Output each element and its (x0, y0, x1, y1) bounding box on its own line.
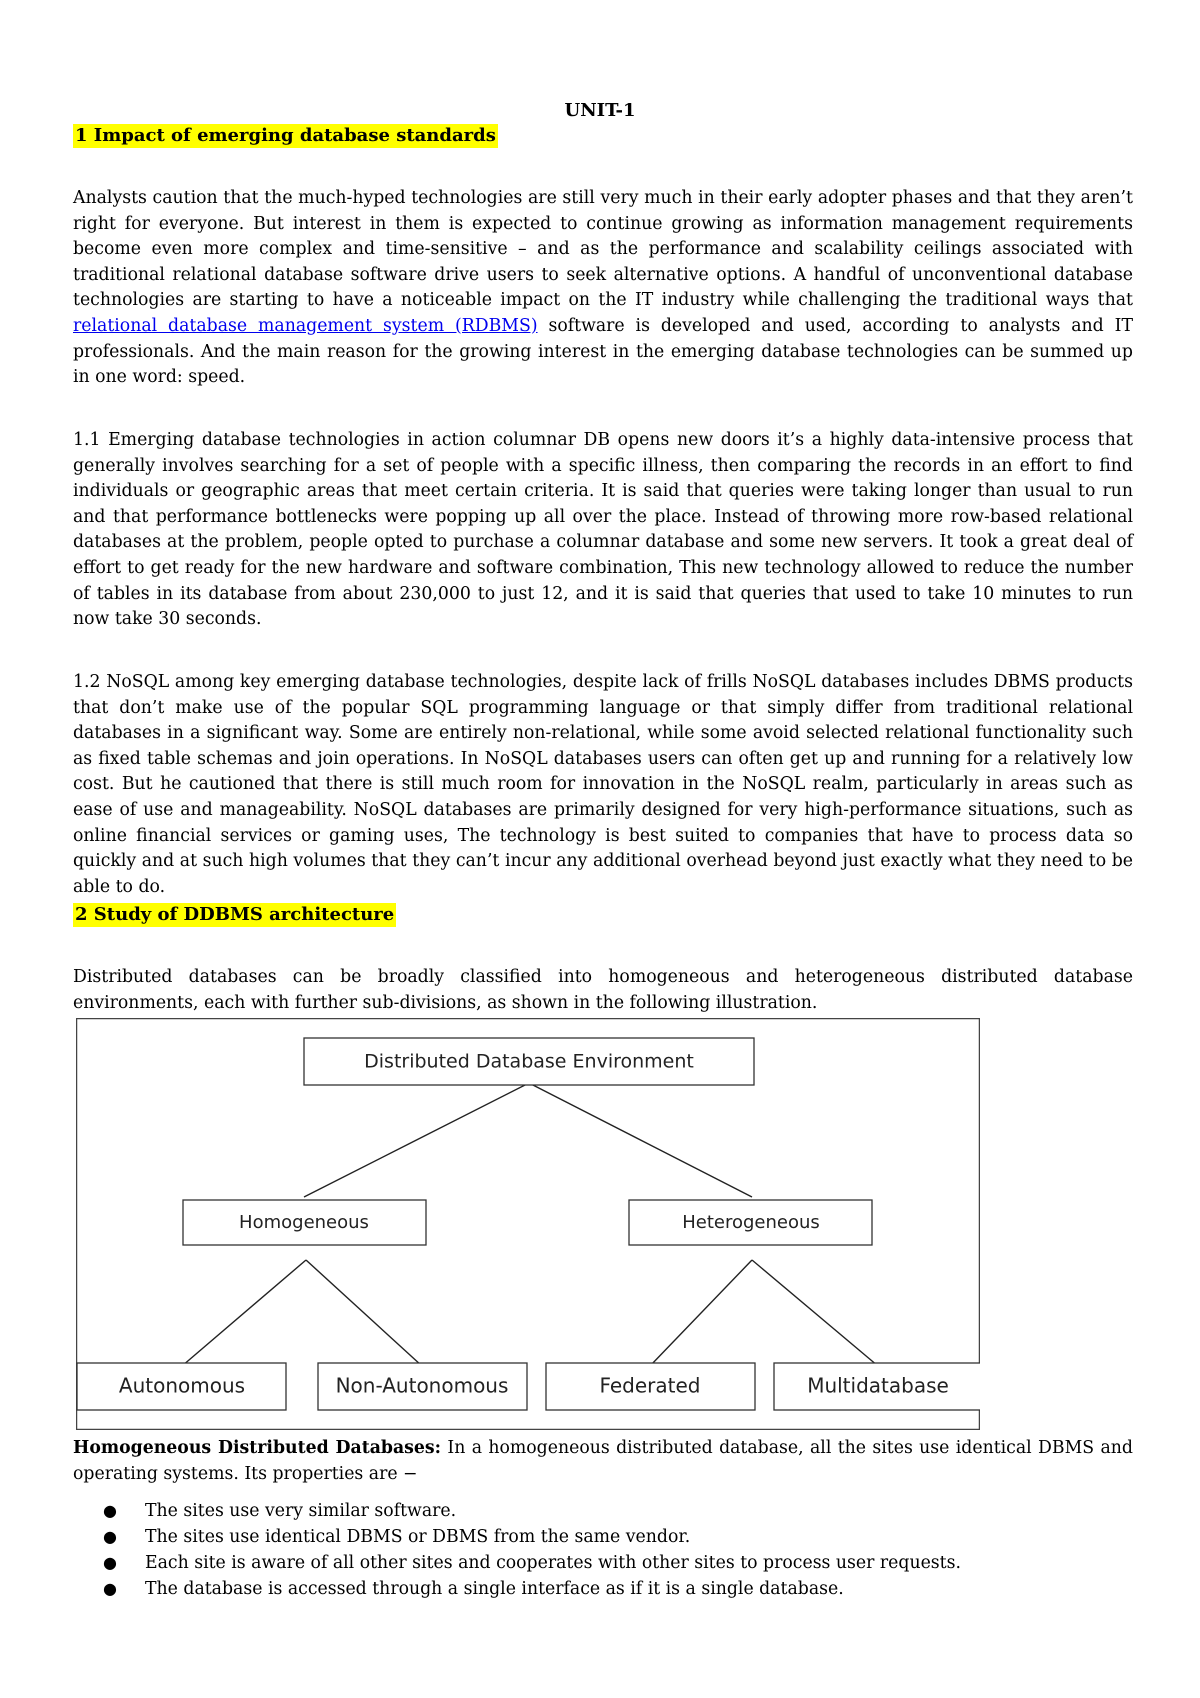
list-item-text: The database is accessed through a single interface as if it is a single database. (145, 1579, 844, 1599)
list-item (73, 1576, 1133, 1602)
homogeneous-properties-list (73, 1498, 1133, 1602)
unit-title: UNIT-1 (564, 100, 636, 121)
list-item-text: Each site is aware of all other sites and cooperates with other sites to process user requests. (145, 1553, 961, 1573)
list-item (73, 1524, 1133, 1550)
list-item (73, 1550, 1133, 1576)
non-autonomous-label: Non-Autonomous (335, 1373, 509, 1398)
section1-text-a: Analysts caution that the much-hyped technologies are still very much in their early adopter phases and that they aren’t right for everyone. But interest in them is expected to continue growing as information management requirements become even more complex and time-sensitive – and as the performance and scalability ceilings associated with traditional relational database software drive users to seek alternative options. A handful of unconventional database technologies are starting to have a noticeable impact on the IT industry while challenging the traditional ways that (73, 188, 1133, 311)
root-label: Distributed Database Environment (364, 1050, 694, 1073)
homogeneous-label: Homogeneous (239, 1212, 369, 1233)
bullet-icon: ● (103, 1579, 117, 1598)
homogeneous-text: In a homogeneous distributed database, all the sites use identical DBMS and operating systems. Its properties are − (73, 1438, 1133, 1484)
section2-intro: Distributed databases can be broadly classified into homogeneous and heterogeneous distributed database environments, each with further sub-divisions, as shown in the following illustration. (73, 967, 1133, 1013)
federated-label: Federated (599, 1373, 701, 1398)
list-item-text: The sites use identical DBMS or DBMS from the same vendor. (145, 1527, 691, 1547)
rdbms-link[interactable]: relational database management system (RDBMS) (73, 315, 538, 336)
section1-heading: 1 Impact of emerging database standards (75, 125, 496, 146)
autonomous-label: Autonomous (118, 1373, 246, 1398)
section1-paragraph (73, 186, 1133, 391)
list-item (73, 1498, 1133, 1524)
heterogeneous-label: Heterogeneous (682, 1212, 820, 1233)
section1-1-paragraph: 1.1 Emerging database technologies in action columnar DB opens new doors it’s a highly data-intensive process that generally involves searching for a set of people with a specific illness, then comparing the records in an effort to find individuals or geographic areas that meet certain criteria. It is said that queries were taking longer than usual to run and that performance bottlenecks were popping up all over the place. Instead of throwing more row-based relational databases at the problem, people opted to purchase a columnar database and some new servers. It took a great deal of effort to get ready for the new hardware and software combination, This new technology allowed to reduce the number of tables in its database from about 230,000 to just 12, and it is said that queries that used to take 10 minutes to run now take 30 seconds. (73, 430, 1133, 630)
homogeneous-lead: Homogeneous Distributed Databases: (73, 1438, 442, 1458)
bullet-icon: ● (103, 1527, 117, 1546)
section1-2-paragraph: 1.2 NoSQL among key emerging database technologies, despite lack of frills NoSQL databases includes DBMS products that don’t make use of the popular SQL programming language or that simply differ from traditional relational databases in a significant way. Some are entirely non-relational, while some avoid selected relational functionality such as fixed table schemas and join operations. In NoSQL databases users can often get up and running for a relatively low cost. But he cautioned that there is still much room for innovation in the NoSQL realm, particularly in areas such as ease of use and manageability. NoSQL databases are primarily designed for very high-performance situations, such as online financial services or gaming uses, The technology is best suited to companies that have to process data so quickly and at such high volumes that they can’t incur any additional overhead beyond just exactly what they need to be able to do. (73, 672, 1133, 897)
bullet-icon: ● (103, 1553, 117, 1572)
bullet-icon: ● (103, 1501, 117, 1520)
list-item-text: The sites use very similar software. (145, 1501, 457, 1521)
section1-text-b: software is developed and used, according to analysts and IT professionals. And the main reason for the growing interest in the emerging database technologies can be summed up in one word: speed. (73, 315, 1133, 388)
section2-heading: 2 Study of DDBMS architecture (75, 904, 395, 925)
homogeneous-paragraph (73, 1436, 1133, 1487)
ddbms-classification-diagram (76, 1018, 980, 1430)
multidatabase-label: Multidatabase (807, 1373, 949, 1398)
